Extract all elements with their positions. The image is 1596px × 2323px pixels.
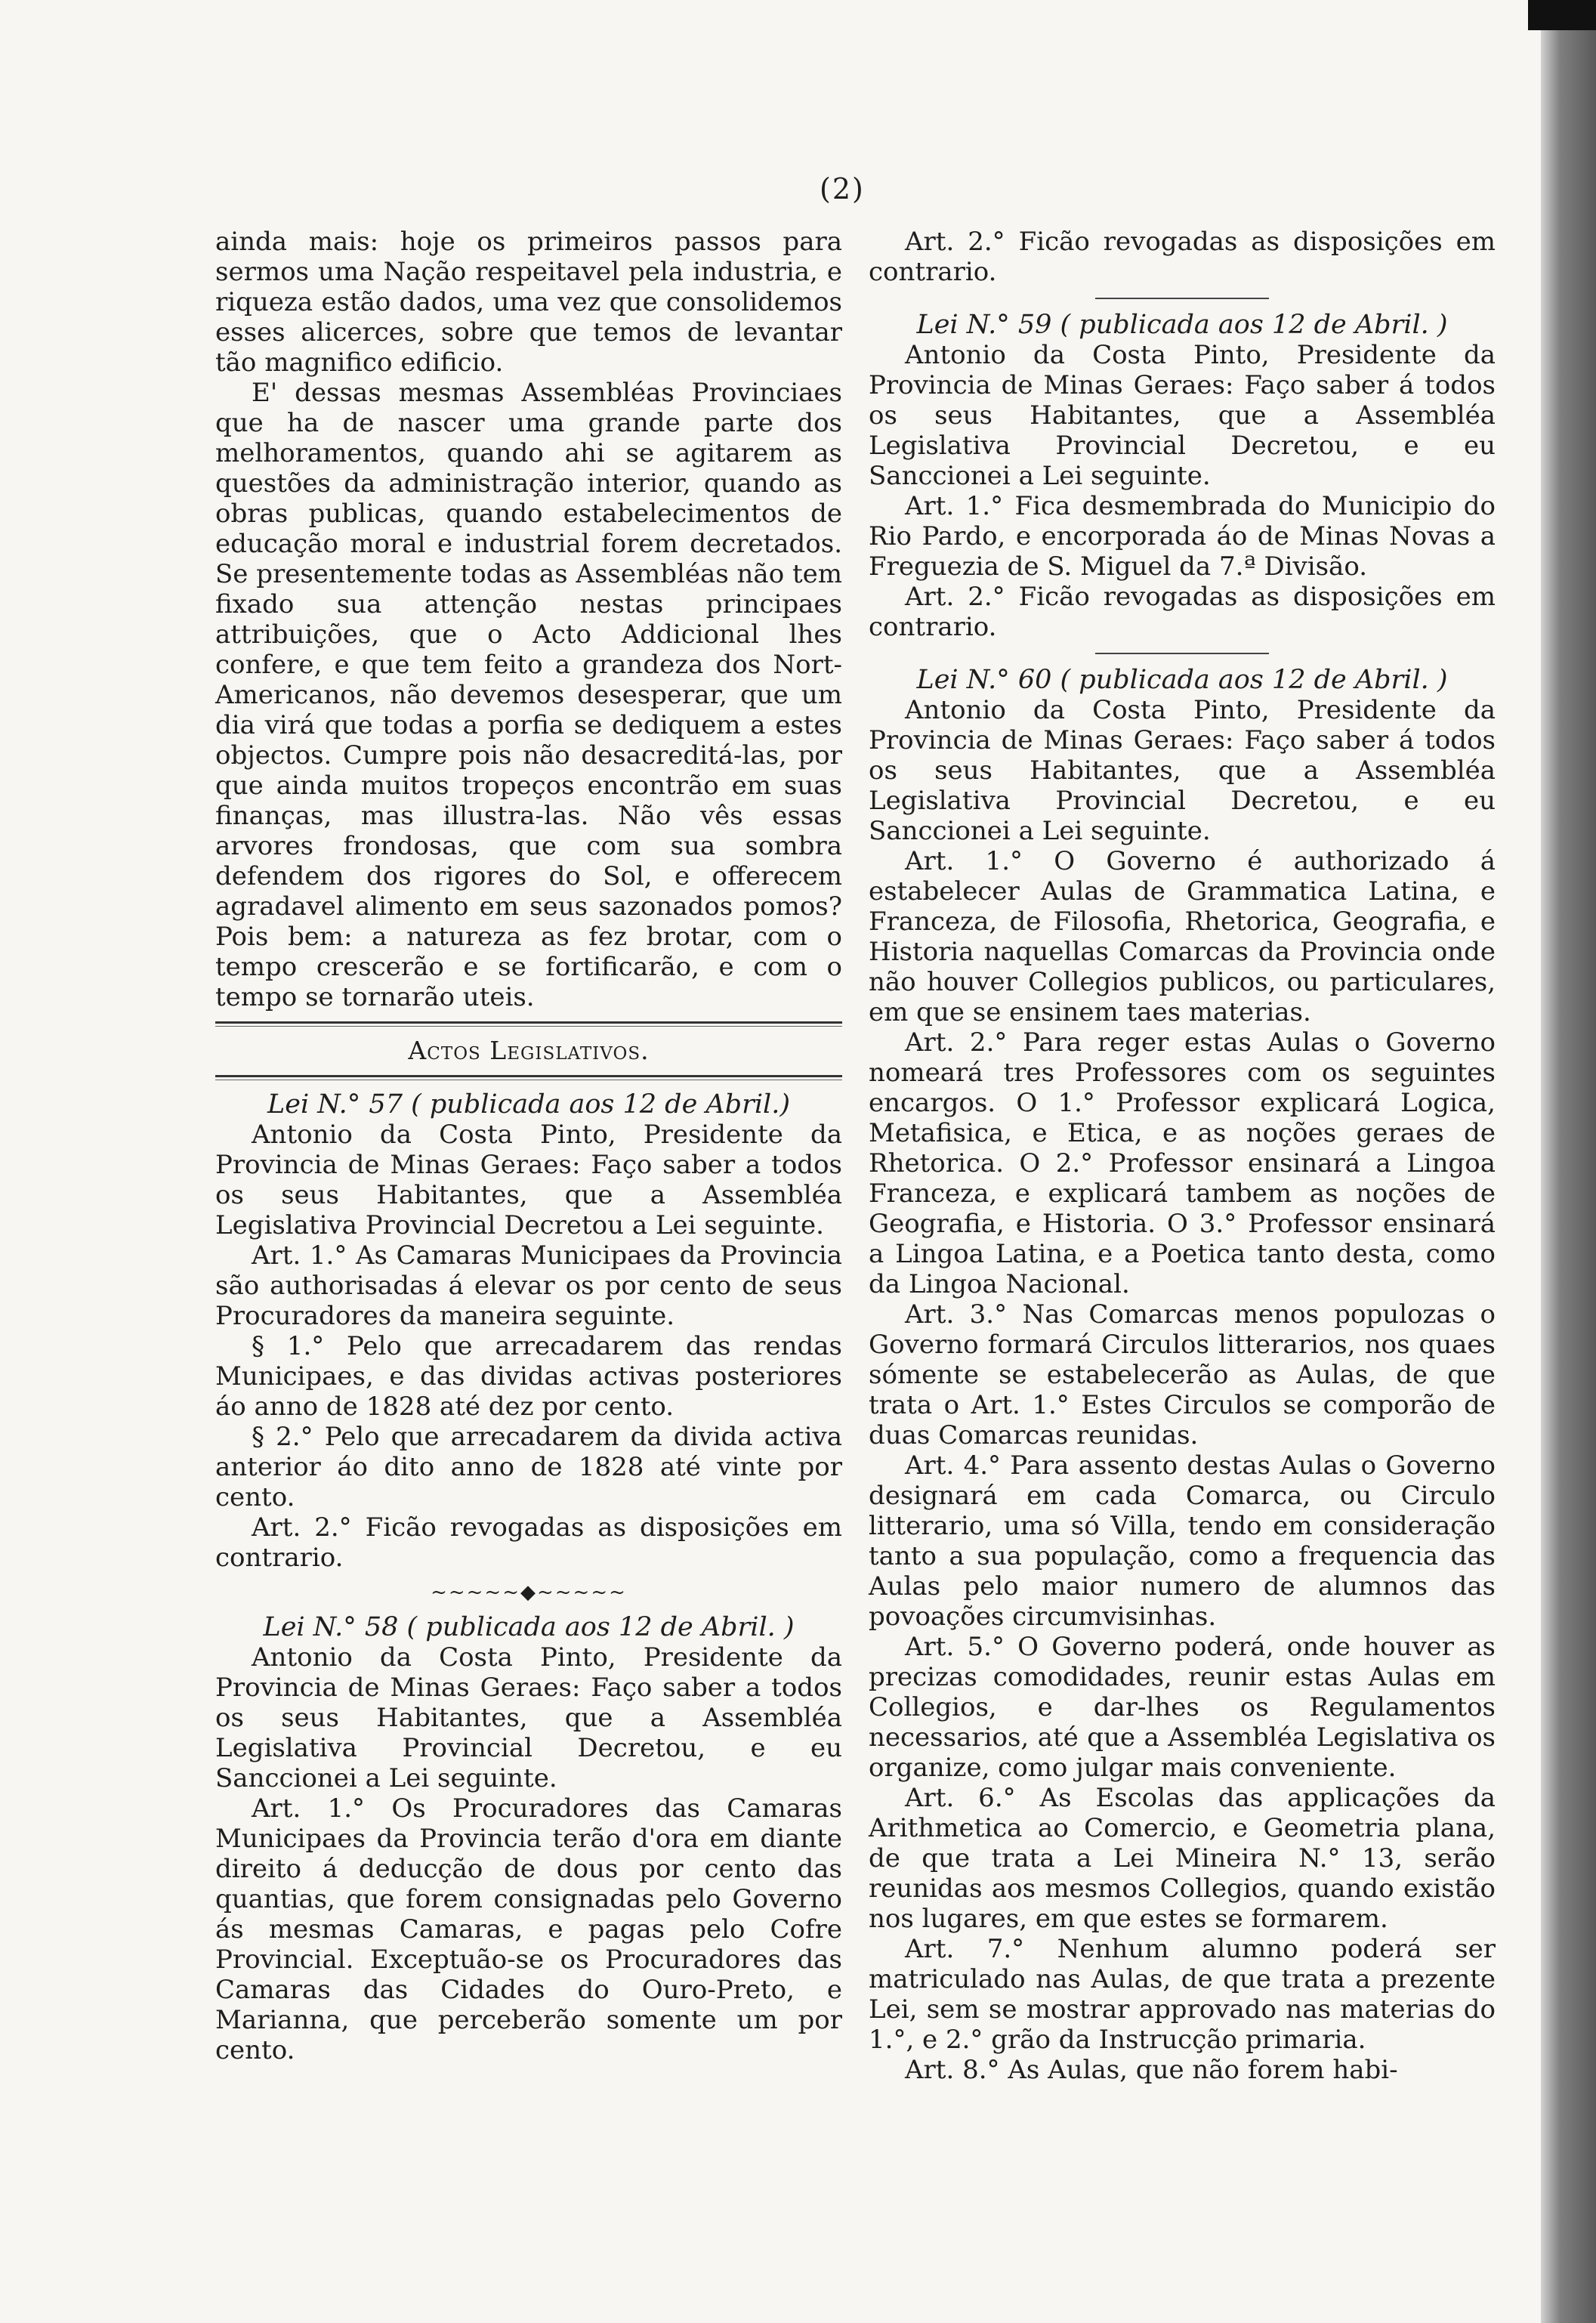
- law-57-paragraph: Art. 2.° Ficão revogadas as disposições em contrario.: [215, 1512, 842, 1573]
- intro-paragraph-1: ainda mais: hoje os primeiros passos para sermos uma Nação respeitavel pela industria, e riqueza estão dados, uma vez que consolidemos esses alicerces, sobre que temos de levantar tão magnifico edificio.: [215, 227, 842, 378]
- law-58-paragraph: Art. 1.° Os Procuradores das Camaras Municipaes da Provincia terão d'ora em diante direito á deducção de dous por cento das quantias, que forem consignadas pelo Governo ás mesmas Camaras, e pagas pelo Cofre Provincial. Exceptuão-se os Procuradores das Camaras das Cidades do Ouro-Preto, e Marianna, que perceberão somente um por cento.: [215, 1793, 842, 2065]
- section-heading: Actos Legislativos.: [408, 1036, 650, 1065]
- page-number: (2): [820, 172, 865, 205]
- law-60-title: Lei N.° 60 ( publicada aos 12 de Abril. ): [916, 665, 1448, 695]
- left-column: [215, 227, 842, 2065]
- law-60-paragraph: Art. 1.° O Governo é authorizado á estabelecer Aulas de Grammatica Latina, e Franceza, de Filosofia, Rhetorica, Geografia, e Historia naquellas Comarcas da Provincia onde não houver Collegios publicos, ou particulares, em que se ensinem taes materias.: [869, 846, 1496, 1027]
- law-58-paragraph: Antonio da Costa Pinto, Presidente da Provincia de Minas Geraes: Faço saber a todos os seus Habitantes, que a Assembléa Legislativa Provincial Decretou, e eu Sanccionei a Lei seguinte.: [215, 1642, 842, 1793]
- law-57-paragraph: § 1.° Pelo que arrecadarem das rendas Municipaes, e das dividas activas posteriores áo anno de 1828 até dez por cento.: [215, 1331, 842, 1422]
- intro-paragraph-2: E' dessas mesmas Assembléas Provinciaes que ha de nascer uma grande parte dos melhoramentos, quando ahi se agitarem as questões da administração interior, quando as obras publicas, quando estabelecimentos de educação moral e industrial forem decretados. Se presentemente todas as Assembléas não tem fixado sua attenção nestas principaes attribuições, que o Acto Addicional lhes confere, e que tem feito a grandeza dos Nort-Americanos, não devemos desesperar, que um dia virá que todas a porfia se dediquem a estes objectos. Cumpre pois não desacreditá-las, por que ainda muitos tropeços encontrão em suas finanças, mas illustra-las. Não vês essas arvores frondosas, que com sua sombra defendem dos rigores do Sol, e offerecem agradavel alimento em seus sazonados pomos? Pois bem: a natureza as fez brotar, com o tempo crescerão e se fortificarão, e com o tempo se tornarão uteis.: [215, 378, 842, 1012]
- law-57-paragraph: Antonio da Costa Pinto, Presidente da Provincia de Minas Geraes: Faço saber a todos os seus Habitantes, que a Assembléa Legislativa Provincial Decretou a Lei seguinte.: [215, 1120, 842, 1240]
- law-60-paragraph: Art. 6.° As Escolas das applicações da Arithmetica ao Comercio, e Geometria plana, de que trata a Lei Mineira N.° 13, serão reunidas aos mesmos Collegios, quando existão nos lugares, em que estes se formarem.: [869, 1783, 1496, 1934]
- law-59-paragraph: Antonio da Costa Pinto, Presidente da Provincia de Minas Geraes: Faço saber á todos os seus Habitantes, que a Assembléa Legislativa Provincial Decretou, e eu Sanccionei a Lei seguinte.: [869, 340, 1496, 491]
- law-60-paragraph: Art. 3.° Nas Comarcas menos populozas o Governo formará Circulos litterarios, nos quaes sómente se estabelecerão as Aulas, de que trata o Art. 1.° Estes Circulos se comporão de duas Comarcas reunidas.: [869, 1299, 1496, 1450]
- law-59-title: Lei N.° 59 ( publicada aos 12 de Abril. ): [916, 310, 1448, 340]
- law-60-paragraph: Art. 4.° Para assento destas Aulas o Governo designará em cada Comarca, ou Circulo litterario, uma só Villa, tendo em consideração tanto a sua população, como a frequencia das Aulas pelo maior numero de alumnos das povoações circumvisinhas.: [869, 1450, 1496, 1632]
- law-57-title: Lei N.° 57 ( publicada aos 12 de Abril.): [267, 1089, 790, 1120]
- law-60-paragraph: Antonio da Costa Pinto, Presidente da Provincia de Minas Geraes: Faço saber á todos os seus Habitantes, que a Assembléa Legislativa Provincial Decretou, e eu Sanccionei a Lei seguinte.: [869, 695, 1496, 846]
- law-separator: [1095, 298, 1269, 299]
- law-58-title: Lei N.° 58 ( publicada aos 12 de Abril. ): [263, 1612, 795, 1642]
- law-59-paragraph: Art. 2.° Ficão revogadas as disposições em contrario.: [869, 582, 1496, 642]
- law-57-paragraph: Art. 1.° As Camaras Municipaes da Provincia são authorisadas á elevar os por cento de seus Procuradores da maneira seguinte.: [215, 1240, 842, 1331]
- law-57-paragraph: § 2.° Pelo que arrecadarem da divida activa anterior áo dito anno de 1828 até vinte por cento.: [215, 1422, 842, 1512]
- law-60-paragraph: Art. 7.° Nenhum alumno poderá ser matriculado nas Aulas, de que trata a prezente Lei, sem se mostrar approvado nas materias do 1.°, e 2.° grão da Instrucção primaria.: [869, 1934, 1496, 2055]
- law-60-paragraph: Art. 8.° As Aulas, que não forem habi-: [905, 2055, 1398, 2085]
- scan-corner-shadow: [1528, 0, 1596, 30]
- ornament-divider: ~~~~~◆~~~~~: [431, 1581, 627, 1604]
- law-59-paragraph: Art. 1.° Fica desmembrada do Municipio do Rio Pardo, e encorporada áo de Minas Novas a Freguezia de S. Miguel da 7.ª Divisão.: [869, 491, 1496, 582]
- law-separator: [1095, 653, 1269, 654]
- law-58-closing-article: Art. 2.° Ficão revogadas as disposições em contrario.: [869, 227, 1496, 287]
- section-divider-bottom: [215, 1075, 842, 1080]
- law-60-paragraph: Art. 5.° O Governo poderá, onde houver as precizas comodidades, reunir estas Aulas em Collegios, e dar-lhes os Regulamentos necessarios, até que a Assembléa Legislativa os organize, como julgar mais conveniente.: [869, 1632, 1496, 1783]
- section-divider-top: [215, 1021, 842, 1027]
- law-60-paragraph: Art. 2.° Para reger estas Aulas o Governo nomeará tres Professores com os seguintes encargos. O 1.° Professor explicará Logica, Metafisica, e Etica, e as noções geraes de Rhetorica. O 2.° Professor ensinará a Lingoa Franceza, e explicará tambem as noções de Geografia, e Historia. O 3.° Professor ensinará a Lingoa Latina, e a Poetica tanto desta, como da Lingoa Nacional.: [869, 1027, 1496, 1299]
- scan-edge-shadow: [1541, 0, 1596, 2323]
- right-column: [869, 227, 1496, 2085]
